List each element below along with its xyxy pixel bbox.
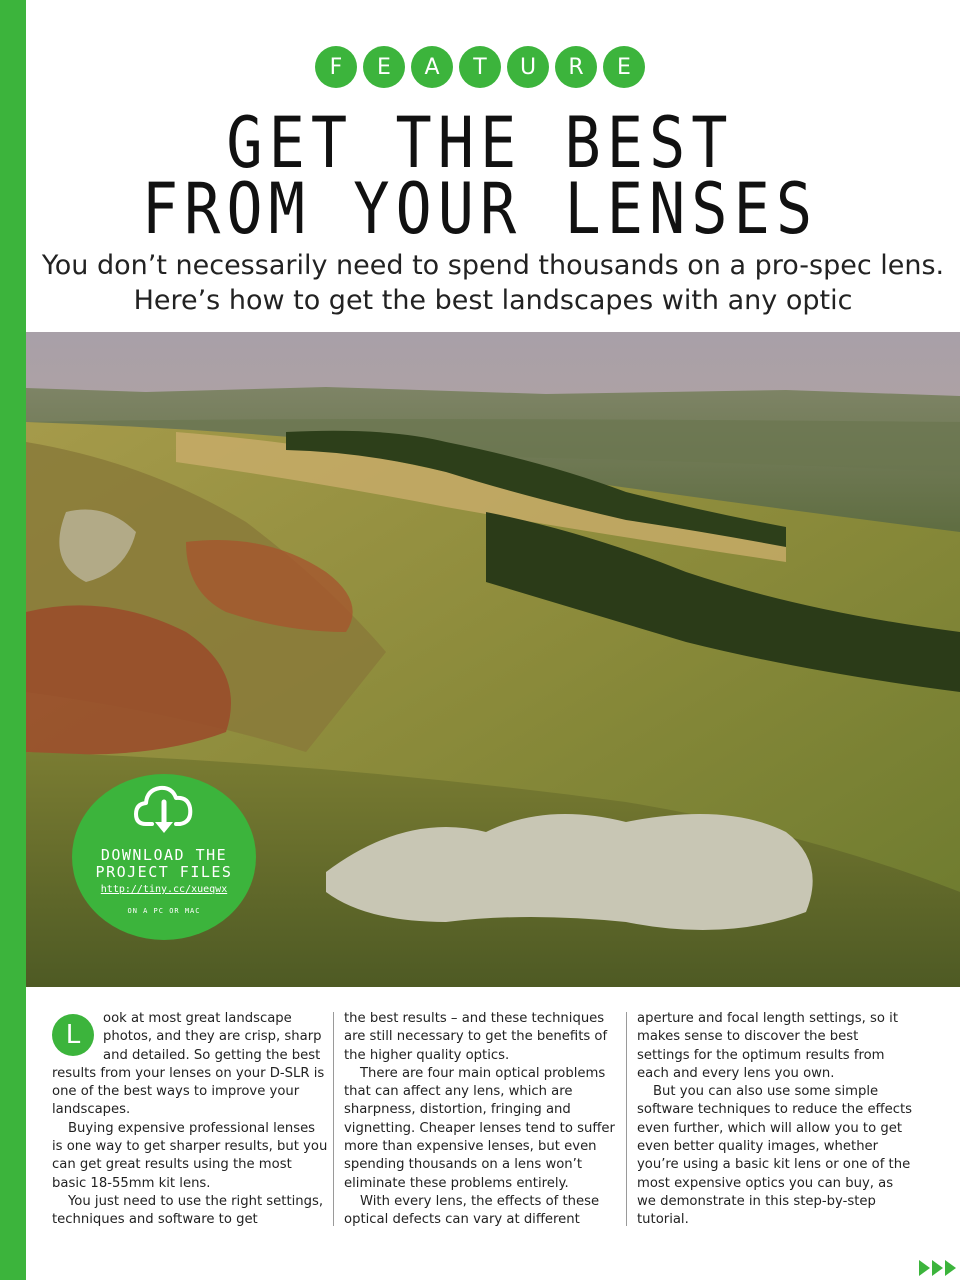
- standfirst: You don’t necessarily need to spend thousands on a pro-spec lens. Here’s how to get the best landscapes with any optic: [41, 250, 945, 316]
- headline-line-1: GET THE BEST: [226, 102, 734, 184]
- paragraph: aperture and focal length settings, so it makes sense to discover the best settings for the optimum results from each and every lens you own.: [637, 1011, 899, 1081]
- dropcap: L: [52, 1014, 94, 1056]
- paragraph: You just need to use the right settings, techniques and software to get: [52, 1193, 324, 1228]
- paragraph: There are four main optical problems that can affect any lens, which are sharpness, distortion, fringing and vignetting. Cheaper lenses tend to suffer more than expensive lenses, but even spending thousands on a lens won’t eliminate these problems entirely.: [344, 1065, 615, 1191]
- column-divider: [333, 1012, 334, 1226]
- paragraph: Buying expensive professional lenses is one way to get sharper results, but you can get great results using the most basic 18-55mm kit lens.: [52, 1120, 328, 1191]
- body-column-3: [637, 1010, 913, 1230]
- section-letter: E: [603, 46, 645, 88]
- section-letter: A: [411, 46, 453, 88]
- download-title-line-1: DOWNLOAD THE: [100, 846, 228, 864]
- section-letter: E: [363, 46, 405, 88]
- column-divider: [626, 1012, 627, 1226]
- section-label: [0, 46, 960, 88]
- side-accent-bar: [0, 0, 26, 1280]
- paragraph: But you can also use some simple software techniques to reduce the effects even further, which will allow you to get even better quality images, whether you’re using a basic kit lens or one of the most expensive optics you can buy, as we demonstrate in this step-by-step tutorial.: [637, 1084, 913, 1228]
- body-column-1: [52, 1010, 328, 1230]
- download-badge[interactable]: [72, 774, 256, 940]
- download-link[interactable]: http://tiny.cc/xueqwx: [100, 884, 228, 895]
- paragraph: ook at most great landscape photos, and they are crisp, sharp and detailed. So getting the best results from your lenses on your D-SLR is one of the best ways to improve your landscapes.: [52, 1011, 325, 1118]
- section-letter: U: [507, 46, 549, 88]
- body-column-2: [344, 1010, 620, 1230]
- next-page-arrows-icon[interactable]: [918, 1258, 958, 1278]
- section-letter: R: [555, 46, 597, 88]
- section-letter: T: [459, 46, 501, 88]
- download-title-line-2: PROJECT FILES: [95, 863, 233, 881]
- section-letter: F: [315, 46, 357, 88]
- paragraph: the best results – and these techniques are still necessary to get the benefits of the higher quality optics.: [344, 1011, 608, 1063]
- download-title: [72, 847, 256, 881]
- headline: [93, 102, 867, 250]
- headline-line-2: FROM YOUR LENSES: [141, 168, 819, 250]
- download-note: ON A PC OR MAC: [127, 907, 201, 915]
- cloud-download-icon: [134, 780, 194, 840]
- paragraph: With every lens, the effects of these optical defects can vary at different: [344, 1193, 600, 1228]
